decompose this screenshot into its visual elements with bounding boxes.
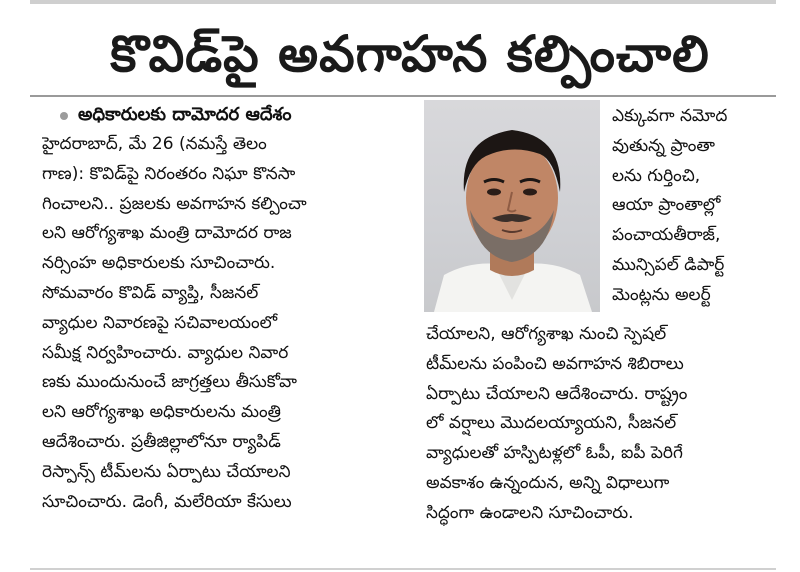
headline: కొవిడ్‌పై అవగాహన కల్పించాలి [110,25,710,83]
text-line: లని ఆరోగ్యశాఖ అధికారులను మంత్రి [42,402,281,423]
text-line: టీమ్‌లను పంపించి అవగాహన శిబిరాలు [426,353,684,374]
text-line: గించాలని.. ప్రజలకు అవగాహన కల్పించా [42,193,307,214]
text-line: మెంట్లను అలర్ట్ [612,284,711,305]
portrait-photo [424,100,600,312]
text-line: సమీక్ష నిర్వహించారు. వ్యాధుల నివార [42,342,289,363]
headline-divider [30,95,776,97]
text-line: గాణ): కొవిడ్‌పై నిరంతరం నిఘా కొనసా [42,163,296,184]
text-line: రెస్పాన్స్ టీమ్‌లను ఏర్పాటు చేయాలని [42,461,291,482]
bottom-rule [30,568,776,570]
subheading-text: అధికారులకు దామోదర ఆదేశం [78,104,292,125]
text-line: పంచాయతీరాజ్, [612,225,721,246]
text-line: చేయాలని, ఆరోగ్యశాఖ నుంచి స్పెషల్ [426,324,667,344]
text-line: లను గుర్తించి, [612,165,701,186]
text-line: అవకాశం ఉన్నందున, అన్ని విధాలుగా [426,472,670,493]
text-line: మున్సిపల్ డిపార్ట్ [612,254,725,275]
text-line: హైదరాబాద్, మే 26 (నమస్తే తెలం [42,134,267,154]
text-line: ఏర్పాటు చేయాలని ఆదేశించారు. రాష్ట్రం [426,383,688,404]
left-column [42,130,414,517]
subheading [58,100,418,130]
text-line: ఎక్కువగా నమోద [612,106,728,126]
text-line: వుతున్న ప్రాంతా [612,135,716,156]
text-line: సూచించారు. డెంగీ, మలేరియా కేసులు [42,491,292,512]
text-line: సిద్ధంగా ఉండాలని సూచించారు. [426,502,634,523]
portrait-illustration [424,100,600,312]
text-line: లో వర్షాలు మొదలయ్యాయని, సీజనల్ [426,413,677,434]
text-line: నర్సింహ అధికారులకు సూచించారు. [42,253,276,274]
right-column-bottom [426,320,782,529]
text-line: లని ఆరోగ్యశాఖ మంత్రి దామోదర రాజ [42,223,292,244]
text-line: వ్యాధులతో హస్పిటళ్లలో ఓపీ, ఐపీ పెరిగే [426,443,683,464]
text-line: వ్యాధుల నివారణపై సచివాలయంలో [42,312,278,333]
text-line: సోమవారం కొవిడ్ వ్యాప్తి, సీజనల్ [42,282,259,303]
right-column-top [612,102,780,311]
top-rule [30,0,776,4]
text-line: ణకు ముందునుంచే జాగ్రత్తలు తీసుకోవా [42,372,297,393]
text-line: ఆయా ప్రాంతాల్లో [612,195,721,216]
text-line: ఆదేశించారు. ప్రతీజిల్లాలోనూ ర్యాపిడ్ [42,431,281,452]
